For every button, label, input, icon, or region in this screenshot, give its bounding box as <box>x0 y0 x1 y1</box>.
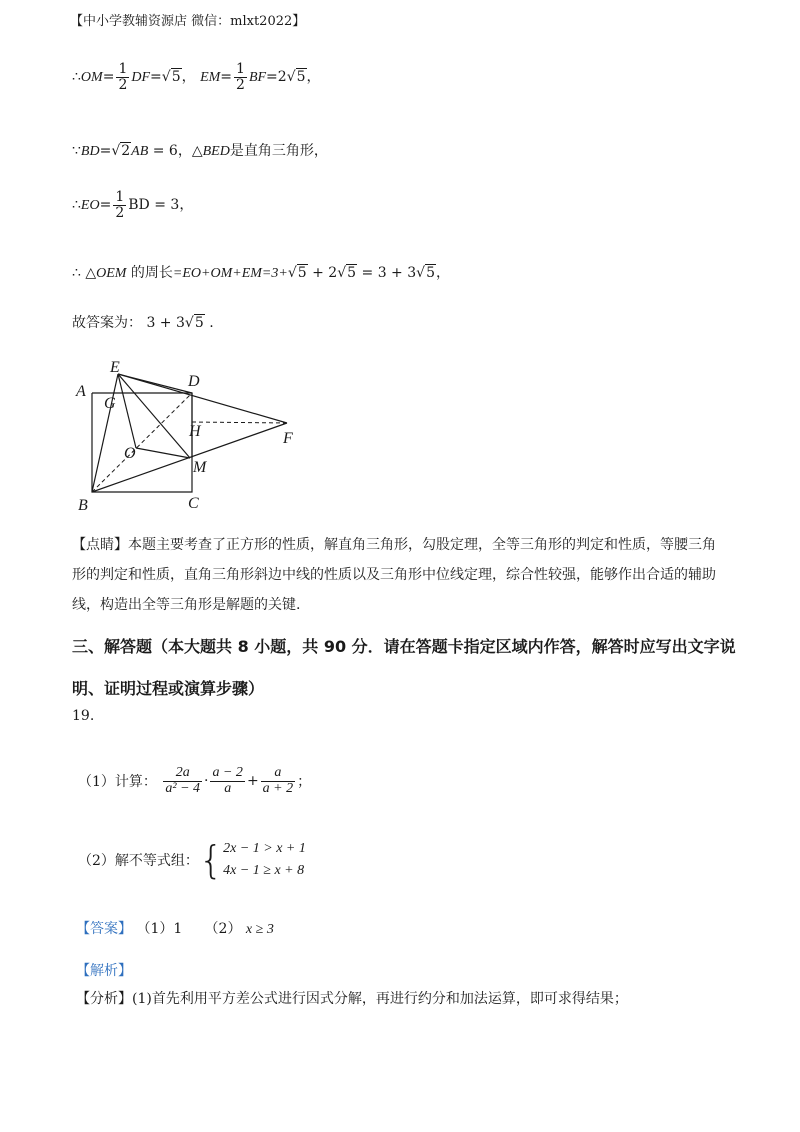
q19-part2 <box>78 838 306 882</box>
plus: + <box>312 265 324 281</box>
dot-operator: · <box>204 773 209 790</box>
triangle-oem: △OEM <box>85 266 127 281</box>
comment-paragraph: 【点睛】本题主要考查了正方形的性质，解直角三角形，勾股定理，全等三角形的判定和性质，等腰三角形的判定和性质，直角三角形斜边中线的性质以及三角形中位线定理，综合性较强，能够作出合适的辅助线，构造出全等三角形是解题的关键. <box>72 537 716 613</box>
var-df: DF <box>131 70 151 86</box>
answer-tag: 【答案】 <box>76 921 132 937</box>
radicand: 2 <box>121 143 131 159</box>
var-bd: BD <box>80 144 100 159</box>
comma: ， <box>306 69 321 86</box>
radicand: 5 <box>426 265 435 281</box>
radicand: 5 <box>296 69 306 86</box>
equation-eo <box>72 190 193 220</box>
fraction-2 <box>210 766 244 796</box>
section-heading-line1: 三、解答题（本大题共 8 小题，共 90 分．请在答题卡指定区域内作答，解答时应写出文字说 <box>72 637 736 656</box>
sqrt-5: √5 <box>416 265 435 281</box>
denominator: 2 <box>118 76 128 93</box>
radicand: 5 <box>347 265 357 281</box>
label-g: G <box>104 395 116 412</box>
var-om: OM <box>80 70 103 86</box>
breakdown-row <box>76 988 628 1008</box>
denominator: 2 <box>236 76 245 93</box>
label-b: B <box>78 497 88 514</box>
breakdown-label: 【分析】 <box>76 991 132 1007</box>
var-eo: EO <box>80 198 100 214</box>
fraction-half <box>234 62 247 92</box>
equals: = <box>99 197 112 214</box>
numerator: 1 <box>118 61 128 77</box>
denominator: a <box>224 780 232 796</box>
label-f: F <box>283 430 293 447</box>
var-ab: AB <box>131 144 149 159</box>
sqrt-5: √5 <box>161 69 181 86</box>
equals-expression: = 3 + 3 <box>361 265 417 281</box>
value: = 6 <box>152 143 178 159</box>
label-h: H <box>189 423 201 440</box>
text: 的周长 <box>130 265 173 281</box>
numerator: 1 <box>115 189 125 205</box>
analysis-tag <box>76 960 132 980</box>
radicand: 5 <box>194 315 204 331</box>
equation-bd <box>72 140 328 160</box>
label-o: O <box>124 445 136 462</box>
numerator: a − 2 <box>212 765 243 780</box>
equals: = <box>220 69 233 86</box>
segment-ef <box>118 374 287 423</box>
header-watermark: 【中小学教辅资源店 微信：mlxt2022】 <box>70 14 306 29</box>
therefore-symbol: ∴ <box>72 197 81 214</box>
plus: + <box>246 773 259 790</box>
fraction-1 <box>163 766 202 796</box>
breakdown-text: (1)首先利用平方差公式进行因式分解，再进行约分和加法运算，即可求得结果； <box>132 991 628 1007</box>
sqrt-2: √2 <box>111 143 131 159</box>
brace-icon: { <box>198 838 224 882</box>
answer-line <box>72 312 214 332</box>
text: 是直角三角形， <box>229 143 328 159</box>
segment-hf <box>192 422 287 423</box>
numerator: 2a <box>163 766 202 782</box>
geometry-figure <box>70 356 310 516</box>
equals: = <box>99 143 112 159</box>
inequality-2: 4x − 1 ≥ x + 8 <box>223 863 305 878</box>
therefore-symbol: ∴ <box>72 69 81 86</box>
equals: = <box>266 69 278 86</box>
comma: ， <box>177 143 192 159</box>
answer-label: 故答案为： <box>72 315 142 331</box>
section-heading-line2: 明、证明过程或演算步骤） <box>72 679 265 698</box>
semicolon: ； <box>297 774 312 791</box>
triangle-symbol: △ <box>191 143 203 159</box>
coef-2: 2 <box>328 265 338 281</box>
part1-label: （1）计算： <box>78 774 157 791</box>
fraction-half <box>113 190 126 220</box>
comma: ， <box>179 197 194 214</box>
sqrt-5: √5 <box>286 69 306 86</box>
label-c: C <box>188 495 199 512</box>
denominator: a + 2 <box>262 780 294 796</box>
numerator: 1 <box>236 61 245 77</box>
because-symbol: ∵ <box>72 143 81 159</box>
denominator: 2 <box>115 204 125 221</box>
comma: ， <box>436 265 450 281</box>
coef-2: 2 <box>277 69 287 86</box>
equals: = <box>102 69 115 86</box>
sqrt-5: √5 <box>337 265 357 281</box>
var-bed: BED <box>202 144 230 159</box>
fraction-3 <box>261 766 295 796</box>
comma: ， <box>181 69 196 86</box>
numerator: a <box>261 766 295 782</box>
equation-perimeter <box>72 262 450 282</box>
var-bf: BF <box>248 70 267 86</box>
part2-label: （2）解不等式组： <box>78 853 199 869</box>
answer-part2-label: （2） <box>204 921 242 937</box>
fraction-half <box>116 62 129 92</box>
radicand: 5 <box>171 69 181 86</box>
sqrt-5: √5 <box>184 315 204 331</box>
question-number: 19. <box>72 708 95 724</box>
segment-eb <box>92 374 118 492</box>
answer-part2: x ≥ 3 <box>245 922 274 937</box>
label-a: A <box>76 383 86 400</box>
q19-part1 <box>78 766 311 796</box>
therefore-symbol: ∴ <box>72 265 81 281</box>
label-m: M <box>193 459 207 476</box>
segment-om <box>136 448 190 458</box>
label-d: D <box>188 373 200 390</box>
equation-om-em <box>72 62 321 92</box>
label-e: E <box>110 359 120 376</box>
period: . <box>209 315 214 331</box>
bd-value: BD = 3 <box>128 197 180 214</box>
analysis-label: 【解析】 <box>76 963 132 979</box>
equals: = <box>150 69 162 86</box>
denominator: a² − 4 <box>165 780 201 796</box>
expression: =EO+OM+EM=3+ <box>172 266 288 281</box>
inequality-1: 2x − 1 > x + 1 <box>223 841 306 856</box>
sqrt-5: √5 <box>287 265 307 281</box>
answer-row <box>76 918 274 938</box>
inequality-system <box>223 838 306 882</box>
answer-part1: （1）1 <box>136 921 183 937</box>
expression: 3 + 3 <box>146 315 185 331</box>
var-em: EM <box>200 70 221 86</box>
radicand: 5 <box>297 265 307 281</box>
